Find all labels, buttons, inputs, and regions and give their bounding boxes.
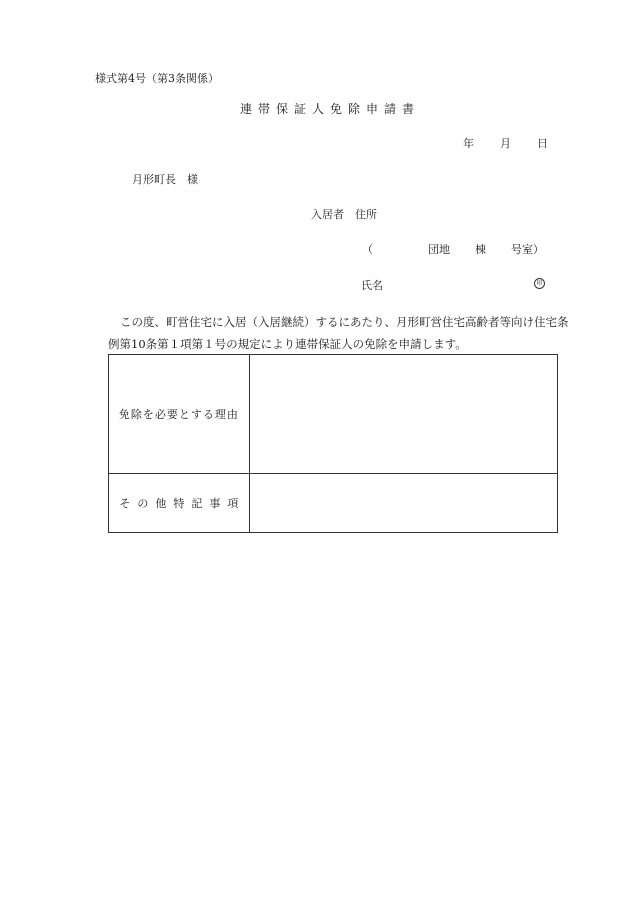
room-label: 号室） [511,243,544,256]
danchi-label: 団地 [428,243,450,256]
notes-field[interactable] [249,474,557,533]
notes-label: その他特記事項 [119,497,246,510]
address-paren-open: （ [362,243,373,256]
seal-mark: 印 [534,278,545,289]
date-year-label: 年 [463,137,474,150]
building-label: 棟 [475,243,486,256]
application-table [108,354,558,533]
reason-field[interactable] [249,355,557,474]
document-title: 連帯保証人免除申請書 [239,102,420,116]
date-month-label: 月 [500,137,511,150]
notes-label-cell [109,474,250,533]
date-day-label: 日 [537,137,548,150]
reason-label: 免除を必要とする理由 [118,408,239,421]
application-statement: この度、町営住宅に入居（入居継続）するにあたり、月形町営住宅高齢者等向け住宅条例第10条第１項第１号の規定により連帯保証人の免除を申請します。 [108,315,569,351]
applicant-address-label: 入居者 住所 [311,208,377,221]
form-number: 様式第4号（第3条関係） [95,72,219,85]
table-row-reason [109,355,558,474]
addressee: 月形町長 様 [132,173,198,186]
reason-label-cell [109,355,250,474]
applicant-name-label: 氏名 [361,279,383,292]
table-row-notes [109,474,558,533]
